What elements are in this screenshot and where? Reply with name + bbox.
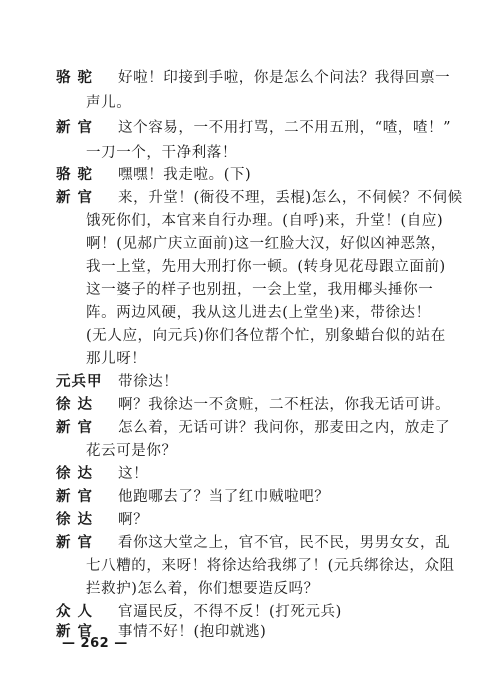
dialogue-line: 啊？我徐达一不贪赃，二不枉法，你我无话可讲。 — [118, 397, 451, 413]
dialogue-line: 嘿嘿！我走啦。(下) — [118, 167, 252, 183]
dialogue-line: 看你这大堂之上，官不官，民不民，男男女女，乱 — [118, 535, 451, 551]
dialogue-line: 带徐达！ — [118, 374, 179, 390]
speaker-name: 新 官 — [56, 488, 94, 505]
dialogue-continuation: (无人应，向元兵)你们各位帮个忙，别象蜡台似的站在 — [86, 328, 446, 344]
speaker-name: 新 官 — [56, 189, 94, 206]
speaker-name: 新 官 — [56, 419, 94, 436]
speaker-name: 骆 驼 — [56, 69, 94, 86]
dialogue-continuation: 声儿。 — [86, 95, 132, 111]
speaker-name: 徐 达 — [56, 511, 94, 528]
dialogue-continuation: 拦救护)怎么着，你们想要造反吗？ — [86, 581, 319, 597]
dialogue-line: 他跑哪去了？当了红巾贼啦吧？ — [118, 489, 330, 505]
speaker-name: 新 官 — [56, 623, 94, 640]
dialogue-continuation: 那儿呀！ — [86, 351, 147, 367]
dialogue-line: 事情不好！(抱印就逃) — [118, 624, 267, 640]
dialogue-continuation: 啊！(见郝广庆立面前)这一红脸大汉，好似凶神恶煞， — [86, 236, 446, 252]
dialogue-continuation: 阵。两边风硬，我从这儿进去(上堂坐)来，带徐达！ — [86, 305, 431, 321]
speaker-name: 众 人 — [56, 603, 94, 620]
speaker-name: 徐 达 — [56, 396, 94, 413]
dialogue-continuation: 我一上堂，先用大刑打你一顿。(转身见花母跟立面前) — [86, 259, 446, 275]
dialogue-line: 怎么着，无话可讲？我问你，那麦田之内，放走了 — [118, 420, 451, 436]
speaker-name: 骆 驼 — [56, 166, 94, 183]
dialogue-continuation: 花云可是你？ — [86, 443, 177, 459]
dialogue-continuation: 七八糟的，来呀！将徐达给我绑了！(元兵绑徐达，众阻 — [86, 558, 455, 574]
dialogue-line: 好啦！印接到手啦，你是怎么个问法？我得回禀一 — [118, 70, 451, 86]
dialogue-continuation: 一刀一个，干净利落！ — [86, 145, 237, 161]
page-number: — 262 — — [62, 636, 128, 651]
dialogue-line: 啊？ — [118, 512, 149, 528]
dialogue-line: 官逼民反，不得不反！(打死元兵) — [118, 604, 342, 620]
speaker-name: 新 官 — [56, 534, 94, 551]
dialogue-line: 这！ — [118, 466, 149, 482]
dialogue-line: 这个容易，一不用打骂，二不用五刑，“喳，喳！” — [118, 120, 452, 136]
speaker-name: 新 官 — [56, 119, 94, 136]
dialogue-continuation: 这一婆子的样子也别扭，一会上堂，我用椰头捶你一 — [86, 282, 434, 298]
speaker-name: 徐 达 — [56, 465, 94, 482]
speaker-name: 元兵甲 — [56, 373, 103, 390]
dialogue-continuation: 饿死你们，本官来自行办理。(自呼)来，升堂！(自应) — [86, 213, 444, 229]
dialogue-line: 来，升堂！(衙役不理，丢棍)怎么，不伺候？不伺候 — [118, 190, 463, 206]
